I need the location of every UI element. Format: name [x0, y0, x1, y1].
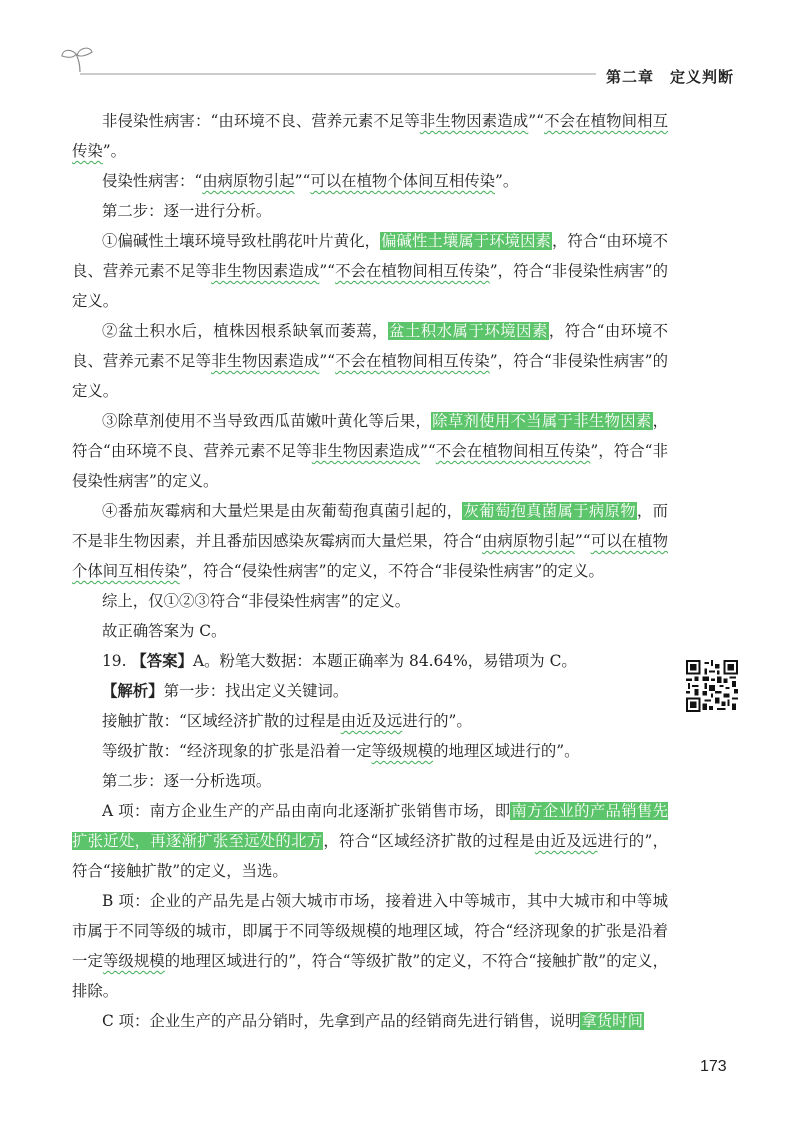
text-run: ，而不是非生物因素，并且番茄因感染灰霉病而大量烂果，符合“ [72, 502, 668, 550]
keyword-underline: 由近及远 [340, 712, 403, 730]
text-run: B 项：企业的产品先是占领大城市市场，接着进入中等城市，其中大城市和中等城市属于不同等级的城市，即属于不同等级规模的地理区域，符合“经济现象的扩张是沿着一定 [72, 892, 668, 970]
keyword-underline: 不会在植物间相互传染 [435, 442, 591, 460]
paragraph [72, 736, 668, 766]
page-number: 173 [700, 1058, 727, 1075]
paragraph [72, 796, 668, 886]
sprout-icon [62, 48, 92, 72]
text-run: 进行的”。 [402, 712, 472, 730]
text-run: ”“ [574, 532, 591, 550]
highlighted-text: 拿货时间 [581, 1012, 643, 1030]
text-run: 的地理区域进行的”，符合“等级扩散”的定义，不符合“接触扩散”的定义，排除。 [72, 952, 668, 1000]
text-run: 侵染性病害：“ [102, 172, 203, 190]
paragraph [72, 676, 668, 706]
text-run: 19. [102, 652, 132, 670]
text-run: A。粉笔大数据：本题正确率为 84.64%，易错项为 C。 [192, 652, 577, 670]
text-run: ”。 [495, 172, 519, 190]
paragraph [72, 226, 668, 316]
paragraph [72, 316, 668, 406]
keyword-underline: 可以在植物个体间互相传染 [310, 172, 496, 190]
text-run: 接触扩散：“区域经济扩散的过程是 [102, 712, 341, 730]
text-run: ”“ [319, 262, 336, 280]
keyword-underline: 不会在植物间相互传染 [72, 112, 668, 160]
text-run: 第二步：逐一分析选项。 [102, 772, 272, 790]
body-text [72, 106, 668, 1036]
highlighted-text: 除草剂使用不当属于非生物因素 [432, 412, 652, 430]
text-run: ”“ [319, 352, 336, 370]
chapter-title: 第二章 定义判断 [606, 68, 735, 86]
text-run: 等级扩散：“经济现象的扩张是沿着一定 [102, 742, 372, 760]
paragraph [72, 886, 668, 1006]
text-run: ，符合“区域经济扩散的过程是 [323, 832, 535, 850]
highlighted-text: 盆土积水属于环境因素 [389, 322, 548, 340]
text-run: 进行的”，符合“接触扩散”的定义，当选。 [72, 832, 668, 880]
text-run: ，符合“由环境不良、营养元素不足等 [72, 232, 668, 280]
text-run: ，符合“由环境不良、营养元素不足等 [72, 412, 668, 460]
keyword-underline: 不会在植物间相互传染 [335, 262, 490, 280]
text-run: 故正确答案为 C。 [102, 622, 227, 640]
paragraph [72, 196, 668, 226]
paragraph [72, 166, 668, 196]
text-run: 综上，仅①②③符合“非侵染性病害”的定义。 [102, 592, 411, 610]
keyword-underline: 非生物因素造成 [211, 262, 320, 280]
paragraph [72, 706, 668, 736]
keyword-underline: 可以在植物个体间互相传染 [72, 532, 668, 580]
highlighted-text: 南方企业的产品销售先扩张近处，再逐渐扩张至远处的北方 [72, 802, 668, 850]
keyword-underline: 由病原物引起 [202, 172, 295, 190]
text-run: ”，符合“侵染性病害”的定义，不符合“非侵染性病害”的定义。 [179, 562, 604, 580]
text-run: ④番茄灰霉病和大量烂果是由灰葡萄孢真菌引起的， [102, 502, 463, 520]
keyword-underline: 等级规模 [371, 742, 434, 760]
paragraph [72, 766, 668, 796]
keyword-underline: 非生物因素造成 [311, 442, 420, 460]
text-run: ③除草剂使用不当导致西瓜苗嫩叶黄化等后果， [102, 412, 432, 430]
text-run: ”“ [419, 442, 436, 460]
highlighted-text: 灰葡萄孢真菌属于病原物 [463, 502, 636, 520]
text-run: ”“ [294, 172, 311, 190]
bold-label: 【解析】 [102, 682, 164, 700]
page-header [0, 0, 800, 100]
keyword-underline: 非生物因素造成 [211, 352, 320, 370]
text-run: ”“ [528, 112, 545, 130]
paragraph [72, 1006, 668, 1036]
text-run: ”。 [102, 142, 127, 160]
text-run: ”，符合“非侵染性病害”的定义。 [72, 352, 668, 400]
text-run: 第二步：逐一进行分析。 [102, 202, 272, 220]
paragraph [72, 616, 668, 646]
highlighted-text: 偏碱性土壤属于环境因素 [381, 232, 551, 250]
keyword-underline: 等级规模 [102, 952, 165, 970]
keyword-underline: 由病原物引起 [482, 532, 575, 550]
keyword-underline: 非生物因素造成 [419, 112, 529, 130]
paragraph [72, 496, 668, 586]
bold-label: 【答案】 [131, 652, 193, 670]
text-run: 第一步：找出定义关键词。 [163, 682, 349, 700]
text-run: 非侵染性病害：“由环境不良、营养元素不足等 [102, 112, 420, 130]
text-run: ，符合“由环境不良、营养元素不足等 [72, 322, 668, 370]
paragraph [72, 646, 668, 676]
text-run: ②盆土积水后，植株因根系缺氧而萎蔫， [102, 322, 388, 340]
keyword-underline: 由近及远 [534, 832, 598, 850]
text-run: 的地理区域进行的”。 [433, 742, 580, 760]
text-run: ①偏碱性土壤环境导致杜鹃花叶片黄化， [102, 232, 381, 250]
text-run: A 项：南方企业生产的产品由南向北逐渐扩张销售市场，即 [102, 802, 511, 820]
text-run: ”，符合“非侵染性病害”的定义。 [72, 442, 668, 490]
qr-code-icon [686, 660, 738, 712]
keyword-underline: 不会在植物间相互传染 [335, 352, 490, 370]
paragraph [72, 406, 668, 496]
text-run: ”，符合“非侵染性病害”的定义。 [72, 262, 668, 310]
paragraph [72, 106, 668, 166]
text-run: C 项：企业生产的产品分销时，先拿到产品的经销商先进行销售，说明 [102, 1012, 581, 1030]
paragraph [72, 586, 668, 616]
